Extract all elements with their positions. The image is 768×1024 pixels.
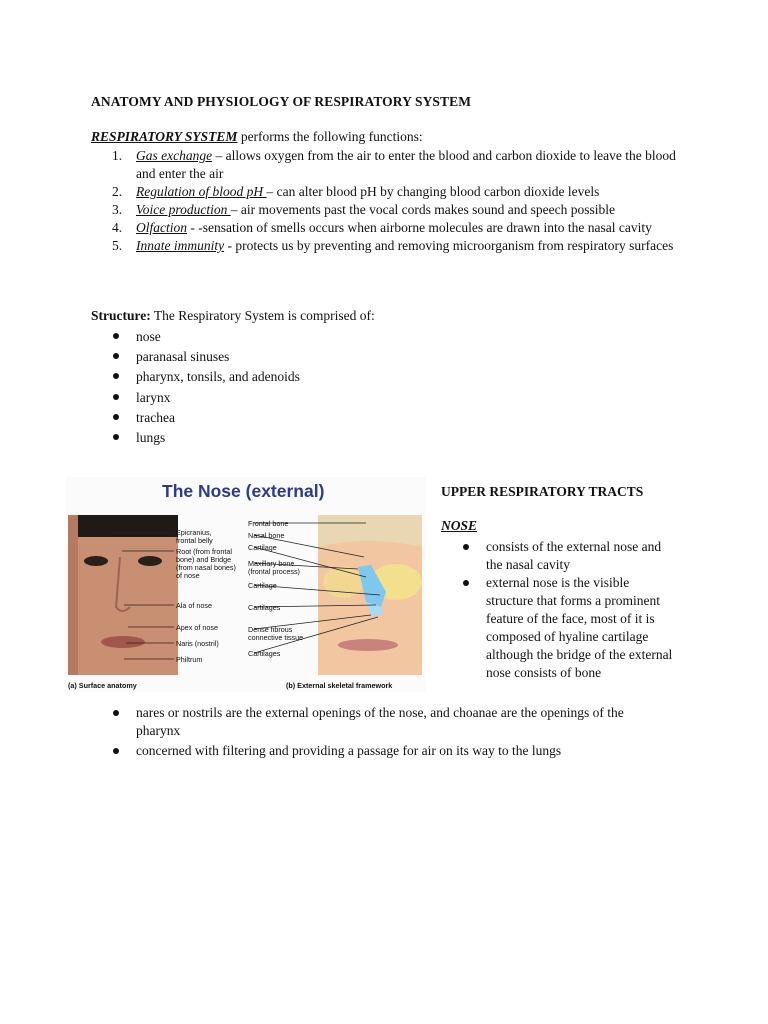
svg-text:Nasal bone: Nasal bone xyxy=(248,531,285,540)
upper-tracts-heading: UPPER RESPIRATORY TRACTS xyxy=(441,484,644,499)
list-item-text: pharynx, tonsils, and adenoids xyxy=(136,369,300,385)
list-item-text: trachea xyxy=(136,409,175,425)
svg-text:Ala of nose: Ala of nose xyxy=(176,601,212,610)
list-item-text: nares or nostrils are the external openings of the nose, and choanae are the openings of the pharynx xyxy=(136,705,624,738)
svg-text:(b) External skeletal framewor: (b) External skeletal framework xyxy=(286,681,393,690)
bullet-icon xyxy=(113,710,119,716)
bullet-icon xyxy=(113,333,119,339)
list-item-text: paranasal sinuses xyxy=(136,349,230,365)
function-number: 1. xyxy=(112,148,123,163)
function-term: Innate immunity xyxy=(136,238,225,253)
svg-text:of nose: of nose xyxy=(176,571,200,580)
list-item xyxy=(91,367,691,387)
function-text: - -sensation of smells occurs when airborne molecules are drawn into the nasal cavity xyxy=(187,220,652,235)
list-item xyxy=(441,538,676,574)
function-text: – can alter blood pH by changing blood carbon dioxide levels xyxy=(266,184,600,199)
function-term: Regulation of blood pH xyxy=(136,184,267,199)
svg-text:Apex of nose: Apex of nose xyxy=(176,623,218,632)
bullet-icon xyxy=(463,544,469,550)
svg-text:Frontal bone: Frontal bone xyxy=(248,519,289,528)
bullet-icon xyxy=(113,353,119,359)
function-number: 2. xyxy=(112,184,123,199)
intro-term: RESPIRATORY SYSTEM xyxy=(91,129,238,144)
function-number: 4. xyxy=(112,220,123,235)
bullet-icon xyxy=(113,748,119,754)
functions-list xyxy=(91,147,691,255)
bullet-icon xyxy=(463,580,469,586)
intro-line xyxy=(91,129,423,145)
list-item xyxy=(441,574,676,682)
list-item xyxy=(91,408,691,428)
list-item-text: larynx xyxy=(136,389,171,405)
function-number: 5. xyxy=(112,238,123,253)
svg-text:Cartilages: Cartilages xyxy=(248,649,281,658)
structure-label: Structure: xyxy=(91,308,151,323)
function-number: 3. xyxy=(112,202,123,217)
svg-text:Maxillary bone: Maxillary bone xyxy=(248,559,295,568)
svg-text:Cartilage: Cartilage xyxy=(248,581,277,590)
function-item xyxy=(91,147,691,183)
list-item xyxy=(91,428,691,448)
list-item-text: consists of the external nose and the nasal cavity xyxy=(486,539,662,572)
svg-text:bone) and Bridge: bone) and Bridge xyxy=(176,555,232,564)
list-item-text: nose xyxy=(136,329,161,344)
bullet-icon xyxy=(113,414,119,420)
structure-line xyxy=(91,308,375,324)
function-term: Gas exchange xyxy=(136,148,213,163)
list-item xyxy=(91,388,691,408)
list-item xyxy=(91,742,671,760)
bullet-icon xyxy=(113,394,119,400)
face-photo xyxy=(68,515,178,675)
structure-list xyxy=(91,327,691,448)
svg-text:(from nasal bones): (from nasal bones) xyxy=(176,563,236,572)
function-item xyxy=(91,219,691,237)
svg-text:frontal belly: frontal belly xyxy=(176,536,213,545)
function-item xyxy=(91,183,691,201)
document-title: ANATOMY AND PHYSIOLOGY OF RESPIRATORY SYSTEM xyxy=(91,94,472,109)
function-term: Voice production xyxy=(136,202,231,217)
intro-text: performs the following functions: xyxy=(237,129,423,144)
svg-text:Cartilages: Cartilages xyxy=(248,603,281,612)
list-item-text: concerned with filtering and providing a passage for air on its way to the lungs xyxy=(136,743,562,758)
function-text: – allows oxygen from the air to enter the blood and carbon dioxide to leave the blood and enter the air xyxy=(136,148,676,181)
nose-anatomy-figure xyxy=(66,477,426,692)
function-text: - protects us by preventing and removing microorganism from respiratory surfaces xyxy=(224,238,674,253)
nose-heading: NOSE xyxy=(441,518,478,533)
nose-details-list xyxy=(91,704,671,762)
function-item xyxy=(91,201,691,219)
list-item xyxy=(91,327,691,347)
list-item-text: lungs xyxy=(136,430,166,446)
svg-text:(a) Surface anatomy: (a) Surface anatomy xyxy=(68,681,137,690)
list-item xyxy=(91,347,691,367)
svg-text:(frontal process): (frontal process) xyxy=(248,567,300,576)
nose-illustration xyxy=(66,477,426,692)
figure-title: The Nose (external) xyxy=(162,481,325,501)
function-text: – air movements past the vocal cords makes sound and speech possible xyxy=(230,202,616,217)
list-item xyxy=(91,704,671,740)
bullet-icon xyxy=(113,434,119,440)
svg-text:Root (from frontal: Root (from frontal xyxy=(176,547,232,556)
svg-text:connective tissue: connective tissue xyxy=(248,633,304,642)
function-term: Olfaction xyxy=(136,220,187,235)
function-item xyxy=(91,237,691,255)
structure-text: The Respiratory System is comprised of: xyxy=(150,308,375,323)
svg-text:Naris (nostril): Naris (nostril) xyxy=(176,639,219,648)
svg-text:Dense fibrous: Dense fibrous xyxy=(248,625,293,634)
svg-text:Philtrum: Philtrum xyxy=(176,655,203,664)
svg-text:Epicranius,: Epicranius, xyxy=(176,528,212,537)
svg-text:Cartilage: Cartilage xyxy=(248,543,277,552)
bullet-icon xyxy=(113,373,119,379)
nose-list xyxy=(441,538,676,682)
list-item-text: external nose is the visible structure that forms a prominent feature of the face, most of it is composed of hyaline cartilage although the bridge of the external nose consists of bone xyxy=(486,575,673,680)
